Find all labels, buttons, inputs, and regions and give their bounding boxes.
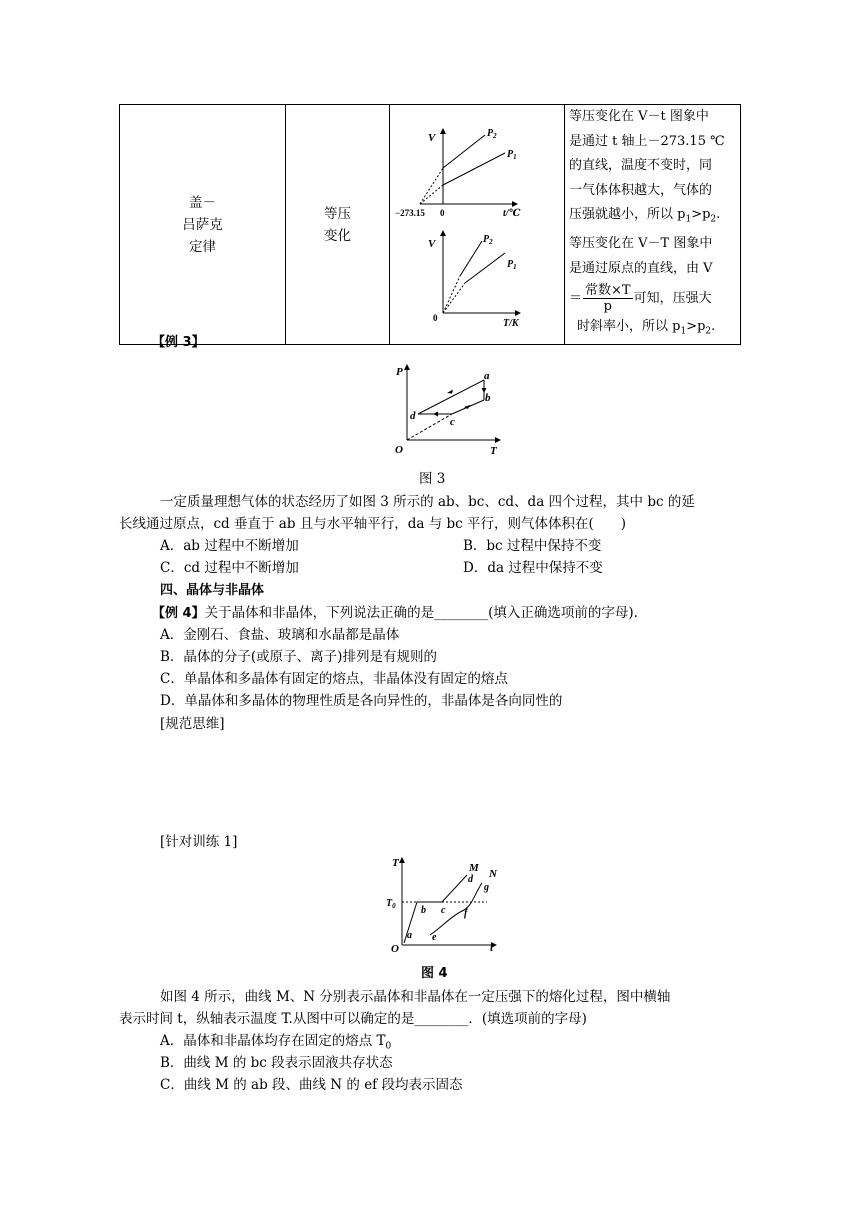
d-label: d: [410, 410, 416, 422]
extension-p1: [443, 283, 465, 313]
desc-fraction-line: ＝ 常数×T p 可知，压强大: [569, 282, 712, 314]
option-c: C．曲线 M 的 ab 段、曲线 N 的 ef 段均表示固态: [160, 1077, 463, 1093]
section-heading: 四、晶体与非晶体: [160, 583, 265, 598]
line-p1: [443, 153, 505, 185]
law-name-line: 吕萨克: [182, 216, 223, 233]
option-b: B．bc 过程中保持不变: [463, 538, 602, 554]
question-line: 表示时间 t，纵轴表示温度 T.从图中可以确定的是________．(填选项前的字母): [119, 1011, 587, 1027]
law-name-line: 盖－: [189, 194, 216, 211]
t-label: T: [490, 445, 497, 456]
p1-label: $P_1$: [507, 148, 517, 161]
description-cell: [565, 105, 741, 345]
neg-273-label: −273.15: [395, 207, 425, 218]
c-label: c: [441, 905, 446, 916]
process-line: 变化: [324, 227, 351, 244]
figure4-melting-graph: [382, 855, 502, 955]
t-axis-label: T: [392, 857, 399, 869]
desc-line: 时斜率小，所以 $p_1>p_2$.: [577, 319, 716, 337]
example3-body: [119, 488, 741, 588]
a-label: a: [407, 930, 412, 941]
o-label: O: [395, 444, 403, 456]
gas-law-table: [119, 104, 741, 345]
option-a: A．晶体和非晶体均存在固定的熔点 $T_0$: [160, 1033, 392, 1052]
fraction-numerator: 常数×T: [585, 282, 631, 298]
thinking-label: [规范思维]: [160, 716, 225, 732]
training1-heading: [针对训练 1]: [160, 834, 238, 850]
line-p1: [465, 253, 505, 283]
example4-question: 【例 4】关于晶体和非晶体，下列说法正确的是________(填入正确选项前的字母).: [152, 605, 638, 621]
option-a: A．金刚石、食盐、玻璃和水晶都是晶体: [160, 627, 400, 643]
time-label: t: [490, 942, 494, 954]
d-label: d: [468, 874, 473, 885]
g-label: g: [484, 882, 489, 893]
section4: [152, 580, 760, 740]
extension-p1: [420, 185, 443, 204]
b-label: b: [421, 905, 426, 916]
desc-line: 压强就越小，所以 $p_1>p_2$.: [569, 207, 721, 225]
desc-line: 的直线，温度不变时，同: [569, 158, 713, 173]
option-d: D．单晶体和多晶体的物理性质是各向异性的，非晶体是各向同性的: [160, 693, 563, 709]
example3-heading: 【例 3】: [152, 335, 205, 350]
question-line: 长线通过原点，cd 垂直于 ab 且与水平轴平行，da 与 bc 平行，则气体体积在( ): [119, 516, 627, 532]
question-line: 一定质量理想气体的状态经历了如图 3 所示的 ab、bc、cd、da 四个过程，其中 bc 的延: [160, 494, 695, 510]
arrow-da: [447, 390, 453, 394]
o-label: O: [391, 943, 399, 955]
p2-label: $P_2$: [487, 127, 497, 140]
da-segment: [418, 380, 484, 414]
option-b: B．晶体的分子(或原子、离子)排列是有规则的: [160, 649, 437, 665]
v-label: V: [428, 237, 436, 250]
figure3-caption: 图 3: [419, 471, 446, 487]
v-label: V: [428, 131, 436, 144]
line-p2: [460, 241, 482, 276]
p2-label: $P_2$: [483, 233, 493, 246]
vT-graph: [428, 233, 520, 329]
t0-label: $T_0$: [386, 898, 396, 910]
f-label: f: [464, 908, 468, 919]
curve-n: [430, 883, 482, 935]
b-label: b: [485, 392, 491, 404]
p-label: P: [396, 366, 403, 378]
option-c: C．单晶体和多晶体有固定的熔点，非晶体没有固定的熔点: [160, 671, 508, 687]
process-line: 等压: [324, 205, 351, 222]
desc-line: 等压变化在 V－t 图象中: [569, 109, 709, 124]
option-a: A．ab 过程中不断增加: [160, 538, 299, 554]
T-axis-label: T/K: [503, 317, 519, 329]
c-label: c: [450, 416, 455, 428]
desc-line: 一气体体积越大，气体的: [569, 182, 713, 198]
figure3-pt-graph: [390, 362, 506, 456]
m-label: M: [469, 862, 479, 874]
a-label: a: [484, 370, 490, 382]
zero-label: 0: [440, 207, 445, 218]
desc-line: 是通过 t 轴上－273.15 ℃: [569, 133, 725, 149]
desc-line: 等压变化在 V－T 图象中: [569, 236, 713, 252]
fraction-denominator: p: [603, 298, 612, 314]
law-name-cell: [120, 105, 286, 345]
law-name-line: 定律: [189, 238, 216, 255]
n-label: N: [489, 868, 497, 880]
figure4-caption: 图 4: [421, 966, 448, 981]
isobaric-graphs: [390, 113, 562, 337]
graph-cell: [390, 105, 565, 345]
e-label: e: [432, 932, 437, 943]
option-b: B．曲线 M 的 bc 段表示固液共存状态: [160, 1055, 393, 1071]
desc-line: 是通过原点的直线，由 V: [569, 260, 713, 276]
extension-p2: [443, 276, 460, 313]
option-c: C．cd 过程中不断增加: [160, 560, 299, 576]
zero-label: 0: [433, 312, 438, 323]
arrow-cd: [433, 412, 438, 417]
question-line: 如图 4 所示，曲线 M、N 分别表示晶体和非晶体在一定压强下的熔化过程，图中横轴: [160, 989, 671, 1005]
t-axis-label: t/℃: [503, 207, 521, 219]
process-cell: [286, 105, 390, 345]
option-d: D．da 过程中保持不变: [463, 560, 603, 576]
vt-graph: [395, 128, 521, 219]
training1-body: [119, 983, 741, 1093]
extension-p2: [420, 168, 443, 204]
p1-label: $P_1$: [507, 258, 517, 271]
line-p2: [443, 135, 485, 168]
